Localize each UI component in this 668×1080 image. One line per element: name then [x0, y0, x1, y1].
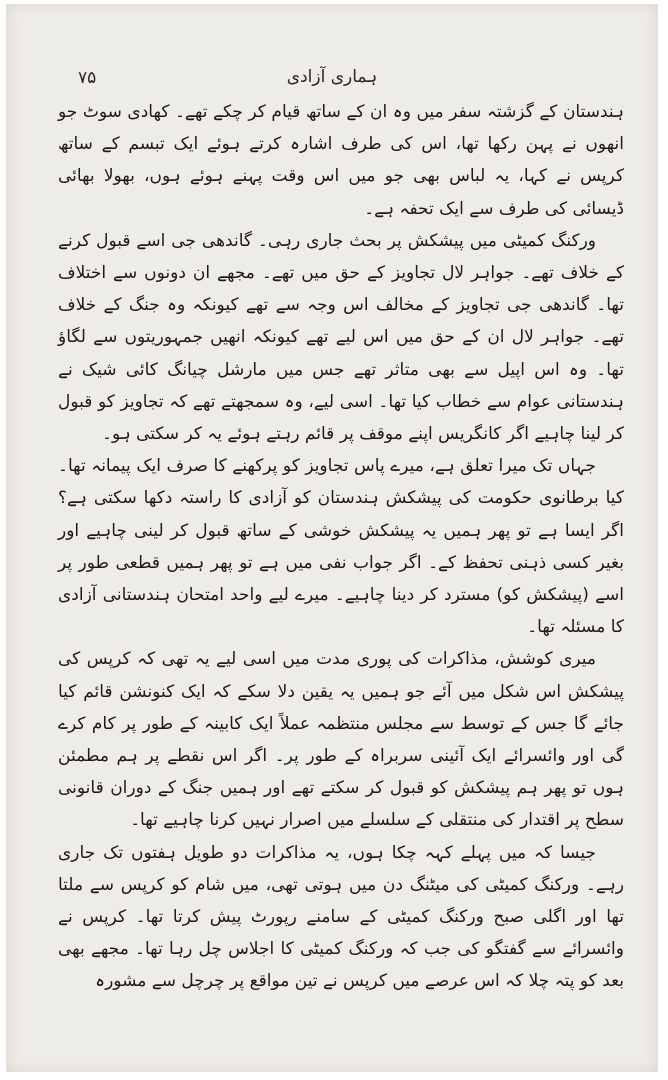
running-header: [6, 66, 658, 96]
paragraph-3: جہاں تک میرا تعلق ہے، میرے پاس تجاویز کو پرکھنے کا صرف ایک پیمانہ تھا۔ کیا برطانوی حکومت کی پیشکش ہندستان کو آزادی کا راستہ دکھا سکتی ہے؟ اگر ایسا ہے تو پھر ہمیں یہ پیشکش خوشی کے ساتھ قبول کر لینی چاہیے اور بغیر کسی ذہنی تحفظ کے۔ اگر جواب نفی میں ہے تو پھر ہمیں قطعی طور پر اسے (پیشکش کو) مسترد کر دینا چاہیے۔ میرے لیے واحد امتحان ہندستانی آزادی کا مسئلہ تھا۔: [58, 456, 624, 638]
paragraph-4: میری کوشش، مذاکرات کی پوری مدت میں اسی لیے یہ تھی کہ کرپس کی پیشکش اس شکل میں آئے جو ہمیں یہ یقین دلا سکے کہ ایک کنونشن قائم کیا جائے گا جس کے توسط سے مجلس منتظمہ عملاً ایک کابینہ کے طور پر کام کرے گی اور وائسرائے ایک آئینی سربراہ کے طور پر۔ اگر اس نقطے پر ہم مطمئن ہوں تو پھر ہم پیشکش کو قبول کر سکتے تھے اور ہمیں جنگ کے دوران قانونی سطح پر اقتدار کی منتقلی کے سلسلے میں اصرار نہیں کرنا چاہیے تھا۔: [58, 649, 624, 831]
paragraph-1: ہندستان کے گزشتہ سفر میں وہ ان کے ساتھ قیام کر چکے تھے۔ کھادی سوٹ جو انھوں نے پہن رکھا تھا، اس کی طرف اشارہ کرتے ہوئے ایک تبسم کے ساتھ کرپس نے کہا، یہ لباس بھی جو میں اس وقت پہنے ہوئے ہوں، بھولا بھائی ڈیسائی کی طرف سے ایک تحفہ ہے۔: [58, 102, 624, 219]
header-title: ہماری آزادی: [286, 67, 378, 87]
body-text: [58, 96, 624, 998]
paragraph-2: ورکنگ کمیٹی میں پیشکش پر بحث جاری رہی۔ گاندھی جی اسے قبول کرنے کے خلاف تھے۔ جواہر لال تجاویز کے حق میں تھے۔ مجھے ان دونوں سے اختلاف تھا۔ گاندھی جی تجاویز کے مخالف اس وجہ سے تھے کیونکہ وہ جنگ کے خلاف تھے۔ جواہر لال ان کے حق میں اس لیے تھے کیونکہ انھیں جمہوریتوں سے لگاؤ تھا۔ وہ اس اپیل سے بھی متاثر تھے جس میں مارشل چیانگ کائی شیک نے ہندستانی عوام سے خطاب کیا تھا۔ اسی لیے، وہ سمجھتے تھے کہ تجاویز کو قبول کر لینا چاہیے اگر کانگریس اپنے موقف پر قائم رہتے ہوئے یہ کر سکتی ہو۔: [58, 230, 625, 445]
page-number: ۷۵: [78, 68, 97, 88]
paragraph-5: جیسا کہ میں پہلے کہہ چکا ہوں، یہ مذاکرات دو طویل ہفتوں تک جاری رہے۔ ورکنگ کمیٹی کی میٹنگ دن میں ہوتی تھی، میں شام کو کرپس سے ملتا تھا اور اگلی صبح ورکنگ کمیٹی کے سامنے رپورٹ پیش کرتا تھا۔ کرپس نے وائسرائے سے گفتگو کی جب کہ ورکنگ کمیٹی کا اجلاس چل رہا تھا۔ مجھے بھی بعد کو پتہ چلا کہ اس عرصے میں کرپس نے تین مواقع پر چرچل سے مشورہ: [58, 842, 624, 992]
book-page: [6, 4, 658, 1072]
